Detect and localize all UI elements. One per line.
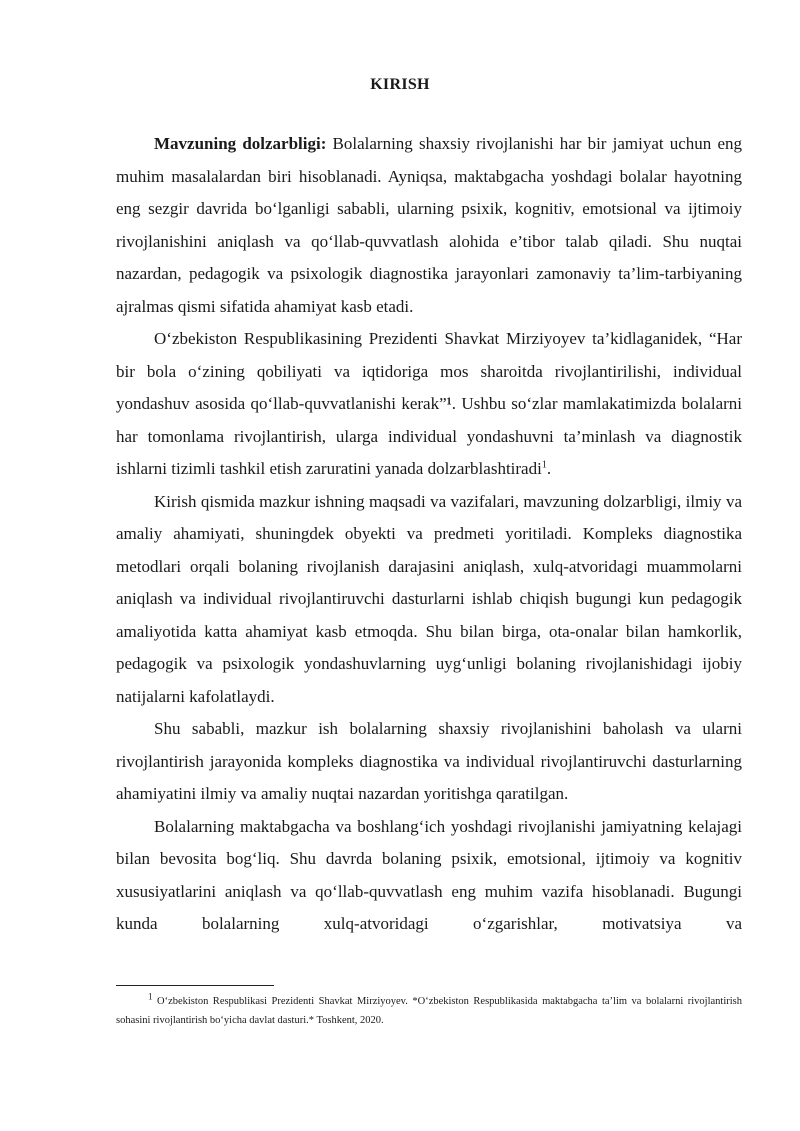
- footnote-reference[interactable]: 1: [541, 459, 547, 471]
- page-title: KIRISH: [370, 76, 430, 93]
- paragraph-text: Kirish qismida mazkur ishning maqsadi va vazifalari, mavzuning dolzarbligi, ilmiy va amaliy ahamiyati, shuningdek obyekti va predmeti yoritiladi. Kompleks diagnostika metodlari orqali bolaning rivojlanish darajasini aniqlash, xulq-atvoridagi muammolarni aniqlash va individual rivojlantiruvchi dasturlarni ishlab chiqish bugungi kun pedagogik amaliyotida katta ahamiyat kasb etmoqda. Shu bilan birga, ota-onalar bilan hamkorlik, pedagogik va psixologik yondashuvlarning uyg‘unligi bolaning rivojlanishidagi ijobiy natijalarni kafolatlaydi.: [116, 491, 742, 706]
- footnote-mark: 1: [148, 991, 153, 1002]
- body-text: [116, 128, 742, 941]
- footnote-entry: [116, 992, 742, 1030]
- paragraph-text: . Ushbu so‘zlar mamlakatimizda bolalarni har tomonlama rivojlantirish, ularga individual yondashuvni ta’minlash va diagnostik ishlarni tizimli tashkil etish zaruratini yanada dolzarblashtiradi: [116, 394, 743, 478]
- footnote: [116, 992, 742, 1030]
- paragraph-text: Bolalarning maktabgacha va boshlang‘ich yoshdagi rivojlanishi jamiyatning kelajagi bilan bevosita bog‘liq. Shu davrda bolaning psixik, emotsional, ijtimoiy va kognitiv xususiyatlarini aniqlash va qo‘llab-quvvatlash eng muhim vazifa hisoblanadi. Bugungi kunda bolalarning xulq-atvoridagi o‘zgarishlar, motivatsiya va: [116, 816, 742, 933]
- paragraph-purpose: [116, 713, 742, 811]
- quote-reference-mark: ¹: [446, 394, 452, 413]
- inline-heading: Mavzuning dolzarbligi:: [154, 134, 327, 153]
- paragraph-age-development: [116, 811, 742, 941]
- paragraph-text: O‘zbekiston Respublikasining Prezidenti Shavkat Mirziyoyev ta’kidlaganidek, “Har bir bola o‘zining qobiliyati va iqtidoriga mos sharoitda rivojlantirilishi, individual yondashuv asosida qo‘llab-quvvatlanishi kerak”: [116, 329, 742, 413]
- footnote-text: O‘zbekiston Respublikasi Prezidenti Shavkat Mirziyoyev. *O‘zbekiston Respublikasida maktabgacha ta’lim va bolalarni rivojlantirish sohasini rivojlantirish bo‘yicha davlat dasturi.* Toshkent, 2020.: [116, 996, 742, 1026]
- footnote-separator: [116, 985, 274, 986]
- paragraph-introduction: [116, 486, 742, 714]
- paragraph-relevance: [116, 128, 742, 323]
- paragraph-text: Shu sababli, mazkur ish bolalarning shaxsiy rivojlanishini baholash va ularni rivojlantirish jarayonida kompleks diagnostika va individual rivojlantiruvchi dasturlarning ahamiyatini ilmiy va amaliy nuqtai nazardan yoritishga qaratilgan.: [116, 719, 742, 803]
- paragraph-text: Bolalarning shaxsiy rivojlanishi har bir jamiyat uchun eng muhim masalalardan biri hisoblanadi. Ayniqsa, maktabgacha yoshdagi bolalar hayotning eng sezgir davrida bo‘lganligi sababli, ularning psixik, kognitiv, emotsional va ijtimoiy rivojlanishini aniqlash va qo‘llab-quvvatlash alohida e’tibor talab qiladi. Shu nuqtai nazardan, pedagogik va psixologik diagnostika jarayonlari zamonaviy ta’lim-tarbiyaning ajralmas qismi sifatida ahamiyat kasb etadi.: [116, 134, 742, 316]
- paragraph-end: .: [546, 459, 552, 478]
- paragraph-president-quote: [116, 323, 742, 486]
